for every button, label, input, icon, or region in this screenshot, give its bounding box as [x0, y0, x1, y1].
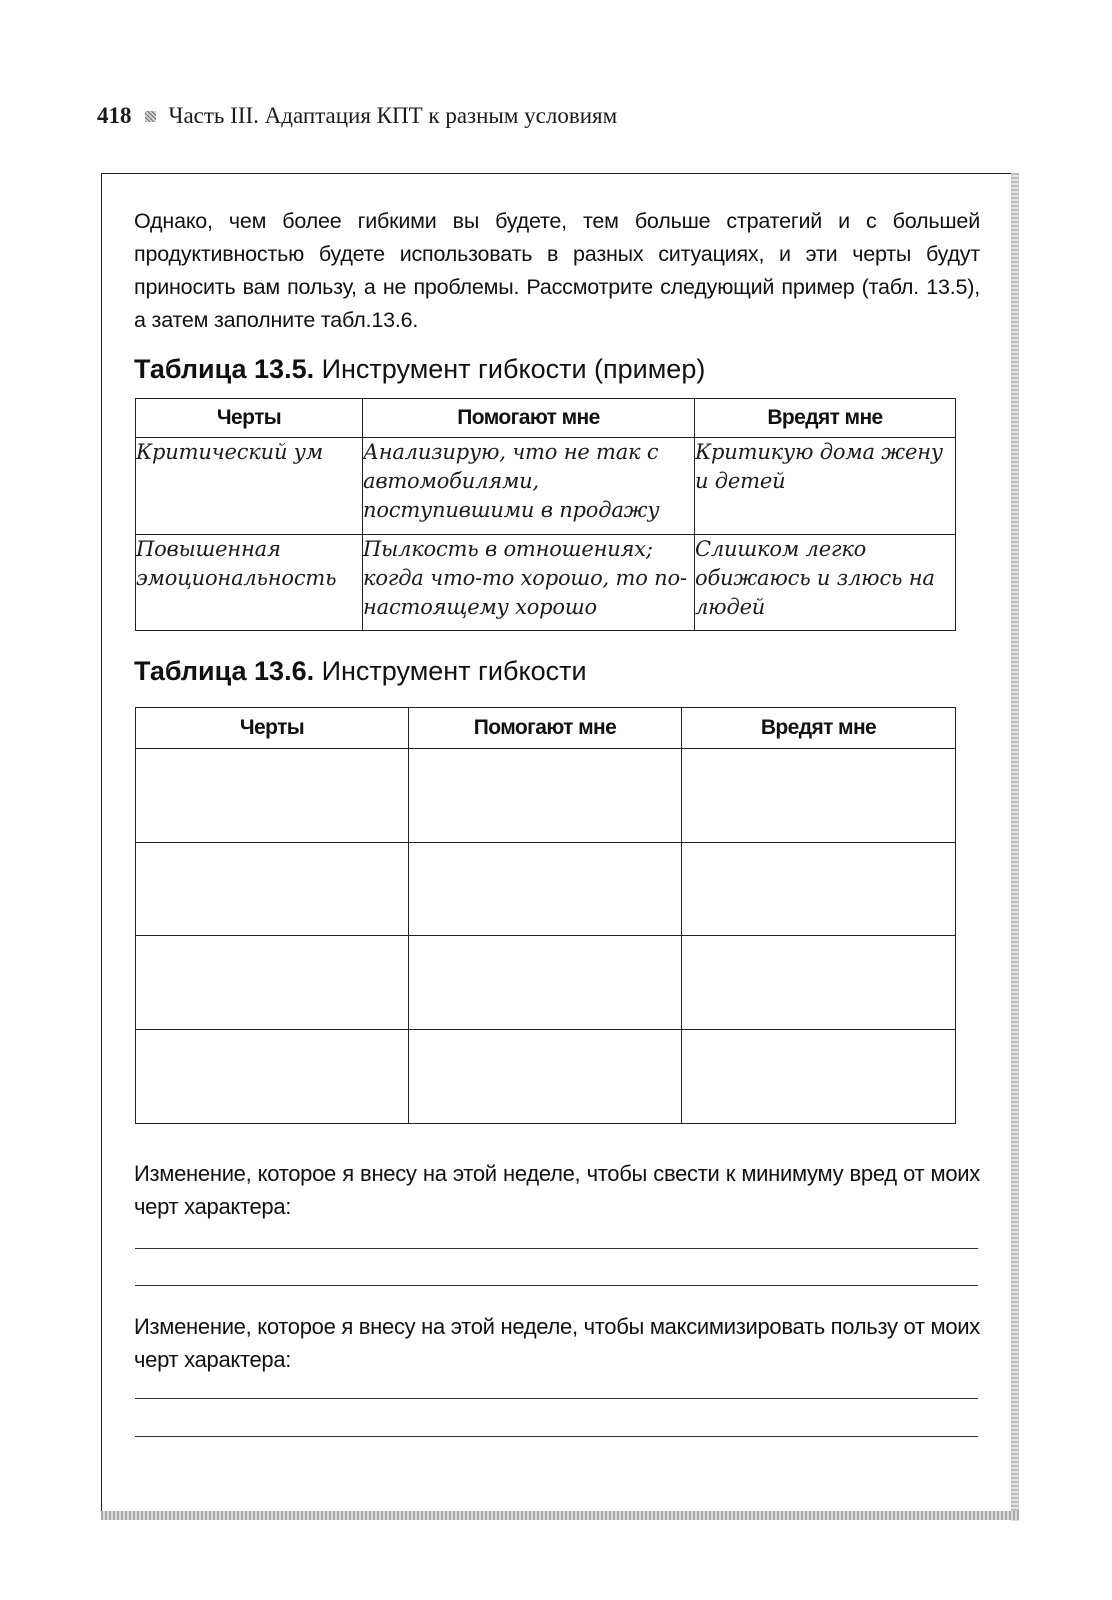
empty-cell[interactable]: [682, 843, 956, 936]
table-cell: Критикую дома жену и детей: [695, 438, 956, 535]
table-13-5-header-harms: Вредят мне: [695, 399, 956, 438]
bullet-square-icon: [145, 111, 156, 122]
prompt-maximize-benefit: Изменение, которое я внесу на этой неделе, чтобы максимизировать пользу от моих черт характера:: [134, 1314, 980, 1372]
box-shadow-bottom: [101, 1511, 1019, 1520]
table-13-6-header-helps: Помогают мне: [409, 708, 682, 749]
table-13-6-caption-text: Инструмент гибкости: [321, 656, 587, 686]
table-13-6-caption: [134, 656, 587, 687]
page-number: 418: [97, 103, 132, 128]
table-row: [136, 749, 956, 843]
answer-line[interactable]: [135, 1248, 978, 1249]
empty-cell[interactable]: [136, 749, 409, 843]
table-13-6-header-traits: Черты: [136, 708, 409, 749]
table-13-5-header-helps: Помогают мне: [363, 399, 695, 438]
table-cell: Слишком легко обижаюсь и злюсь на людей: [695, 535, 956, 631]
box-shadow-right: [1011, 173, 1019, 1521]
table-13-6-header-harms: Вредят мне: [682, 708, 956, 749]
table-cell: Анализирую, что не так с автомобилями, поступившими в продажу: [363, 438, 695, 535]
empty-cell[interactable]: [136, 936, 409, 1030]
table-cell: Повышенная эмоциональность: [136, 535, 363, 631]
empty-cell[interactable]: [409, 749, 682, 843]
answer-line[interactable]: [135, 1436, 978, 1437]
table-13-5: [135, 398, 956, 631]
empty-cell[interactable]: [682, 936, 956, 1030]
table-row: [136, 535, 956, 631]
table-13-5-caption-text: Инструмент гибкости (пример): [321, 354, 706, 384]
empty-cell[interactable]: [682, 1030, 956, 1124]
table-13-5-caption-number: Таблица 13.5.: [134, 354, 315, 384]
intro-paragraph: Однако, чем более гибкими вы будете, тем больше стратегий и с большей продуктивностью будете использовать в разных ситуациях, и эти черты будут приносить вам пользу, а не проблемы. Рассмотрите следующий пример (табл. 13.5), а затем заполните табл.13.6.: [134, 209, 980, 332]
running-head-title: Часть III. Адаптация КПТ к разным условиям: [168, 103, 618, 128]
empty-cell[interactable]: [409, 843, 682, 936]
empty-cell[interactable]: [682, 749, 956, 843]
table-13-6-caption-number: Таблица 13.6.: [134, 656, 315, 686]
prompt-minimize-harm: Изменение, которое я внесу на этой неделе, чтобы свести к минимуму вред от моих черт характера:: [134, 1161, 980, 1219]
table-row: [136, 843, 956, 936]
table-row: [136, 936, 956, 1030]
table-row: [136, 438, 956, 535]
empty-cell[interactable]: [409, 936, 682, 1030]
table-13-5-caption: [134, 354, 705, 385]
running-head: [97, 103, 617, 129]
table-13-6: [135, 707, 956, 1124]
table-row: [136, 1030, 956, 1124]
answer-line[interactable]: [135, 1285, 978, 1286]
empty-cell[interactable]: [136, 1030, 409, 1124]
table-13-5-header-traits: Черты: [136, 399, 363, 438]
empty-cell[interactable]: [409, 1030, 682, 1124]
answer-line[interactable]: [135, 1398, 978, 1399]
table-cell: Критический ум: [136, 438, 363, 535]
empty-cell[interactable]: [136, 843, 409, 936]
table-cell: Пылкость в отношениях; когда что-то хорошо, то по-настоящему хорошо: [363, 535, 695, 631]
